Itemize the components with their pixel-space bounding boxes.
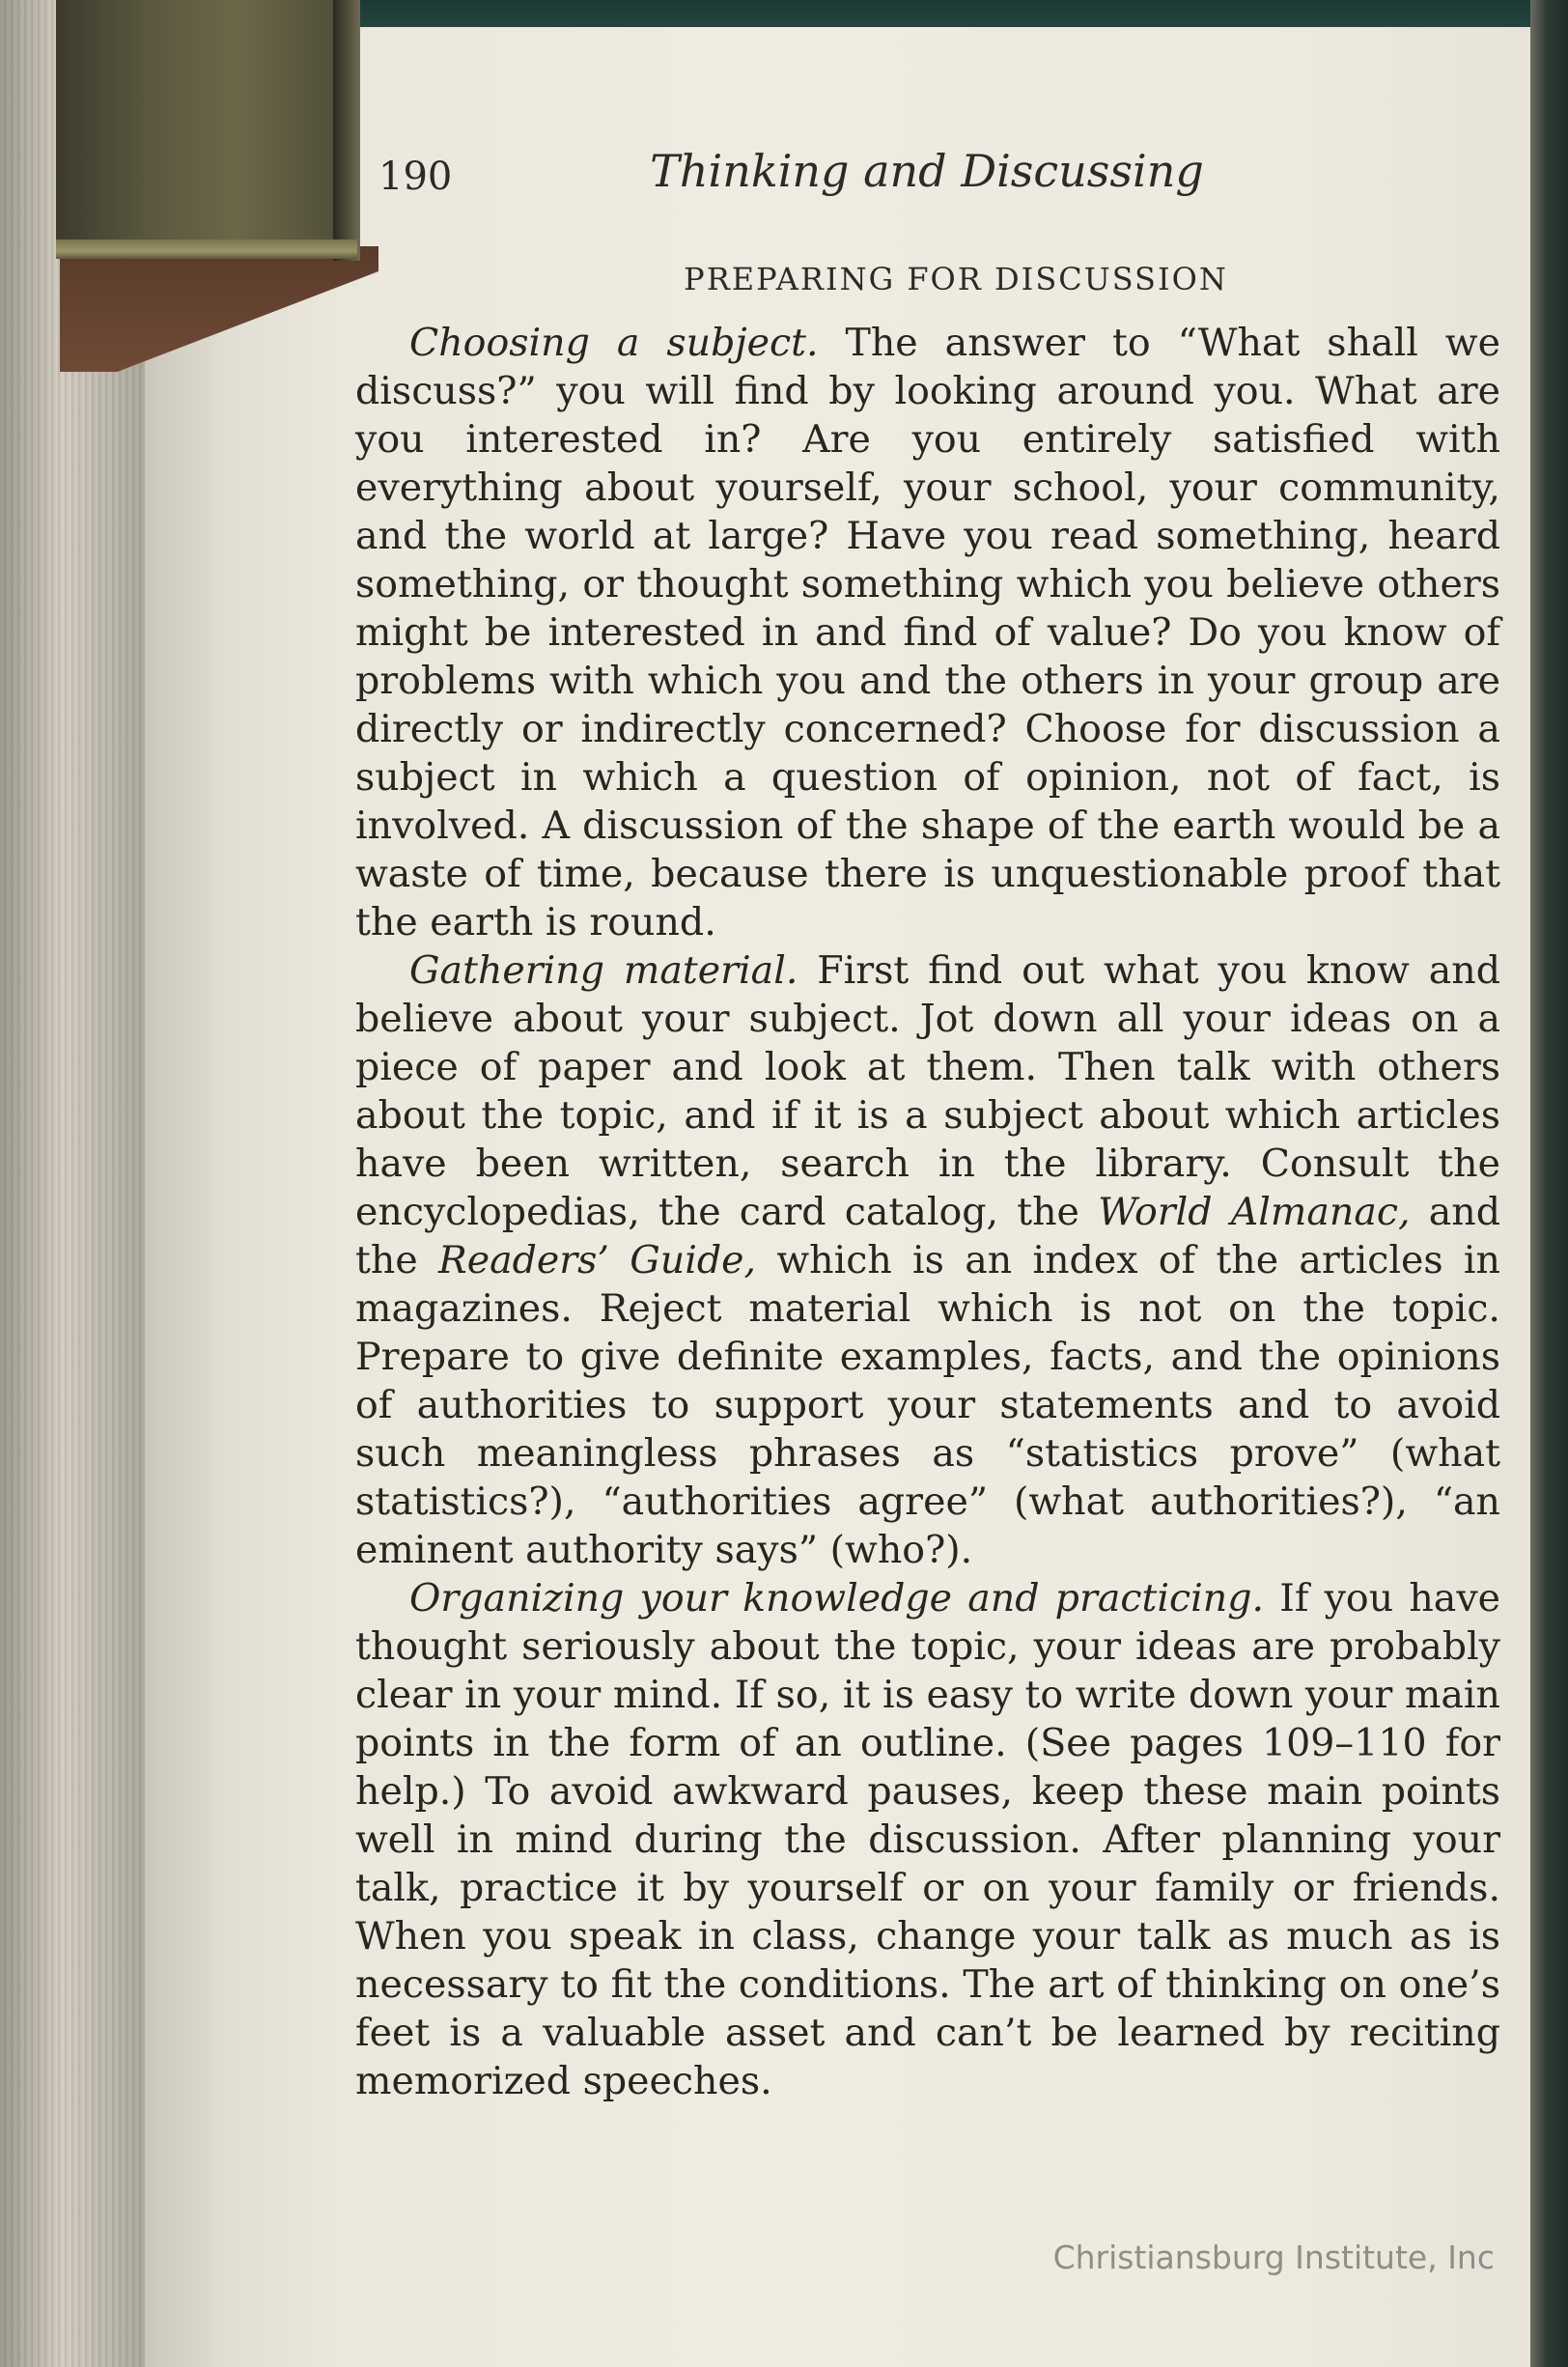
book-binding-right [1530, 0, 1568, 2367]
paragraph-body: The answer to “What shall we discuss?” you will find by looking around you. What are you interested in? Are you entirely satisfied with everything about yourself, your school, your community, and the world at large? Have you read something, heard something, or thought something which you believe others might be interested in and find of value? Do you know of problems with which you and the others in your group are directly or indirectly concerned? Choose for discussion a subject in which a question of opinion, not of fact, is involved. A discussion of the shape of the earth would be a waste of time, because there is unquestionable proof that the earth is round. [355, 321, 1500, 944]
paragraph-body: and the [355, 1190, 1500, 1282]
paragraph-lead: Choosing a subject. [409, 321, 819, 365]
reference-title: Readers’ Guide, [437, 1238, 757, 1282]
paragraph-lead: Organizing your knowledge and practicing. [409, 1576, 1265, 1620]
reference-title: World Almanac, [1098, 1190, 1411, 1234]
paragraph-body: If you have thought seriously about the topic, your ideas are probably clear in your mind. If so, it is easy to write down your main points in the form of an outline. (See pages 109–110 for help.) To avoid awkward pauses, keep these main points well in mind during the discussion. After planning your talk, practice it by yourself or on your family or friends. When you speak in class, change your talk as much as is necessary to fit the conditions. The art of thinking on one’s feet is a valuable asset and can’t be learned by reciting memorized speeches. [355, 1576, 1501, 2103]
page-number: 190 [378, 155, 453, 199]
section-heading: PREPARING FOR DISCUSSION [684, 261, 1228, 297]
paragraph-gathering-material [355, 946, 1500, 1574]
body-text [355, 319, 1500, 2105]
paragraph-body: which is an index of the articles in magazines. Reject material which is not on the topic. Prepare to give definite examples, facts, and the opinions of authorities to support your statements and to avoid such meaningless phrases as “statistics prove” (what statistics?), “authorities agree” (what authorities?), “an eminent authority says” (who?). [355, 1238, 1500, 1572]
bookmark [56, 0, 357, 253]
paragraph-lead: Gathering material. [409, 948, 798, 993]
watermark: Christiansburg Institute, Inc [1052, 2239, 1495, 2276]
bookmark-fold [56, 240, 357, 259]
bookmark-edge [333, 0, 360, 261]
paragraph-organizing [355, 1574, 1500, 2105]
running-head: Thinking and Discussing [650, 145, 1204, 197]
paragraph-choosing-subject [355, 319, 1500, 946]
paragraph-body: First find out what you know and believe about your subject. Jot down all your ideas on a piece of paper and look at them. Then talk with others about the topic, and if it is a subject about which articles have been written, search in the library. Consult the encyclopedias, the card catalog, the [355, 948, 1500, 1234]
